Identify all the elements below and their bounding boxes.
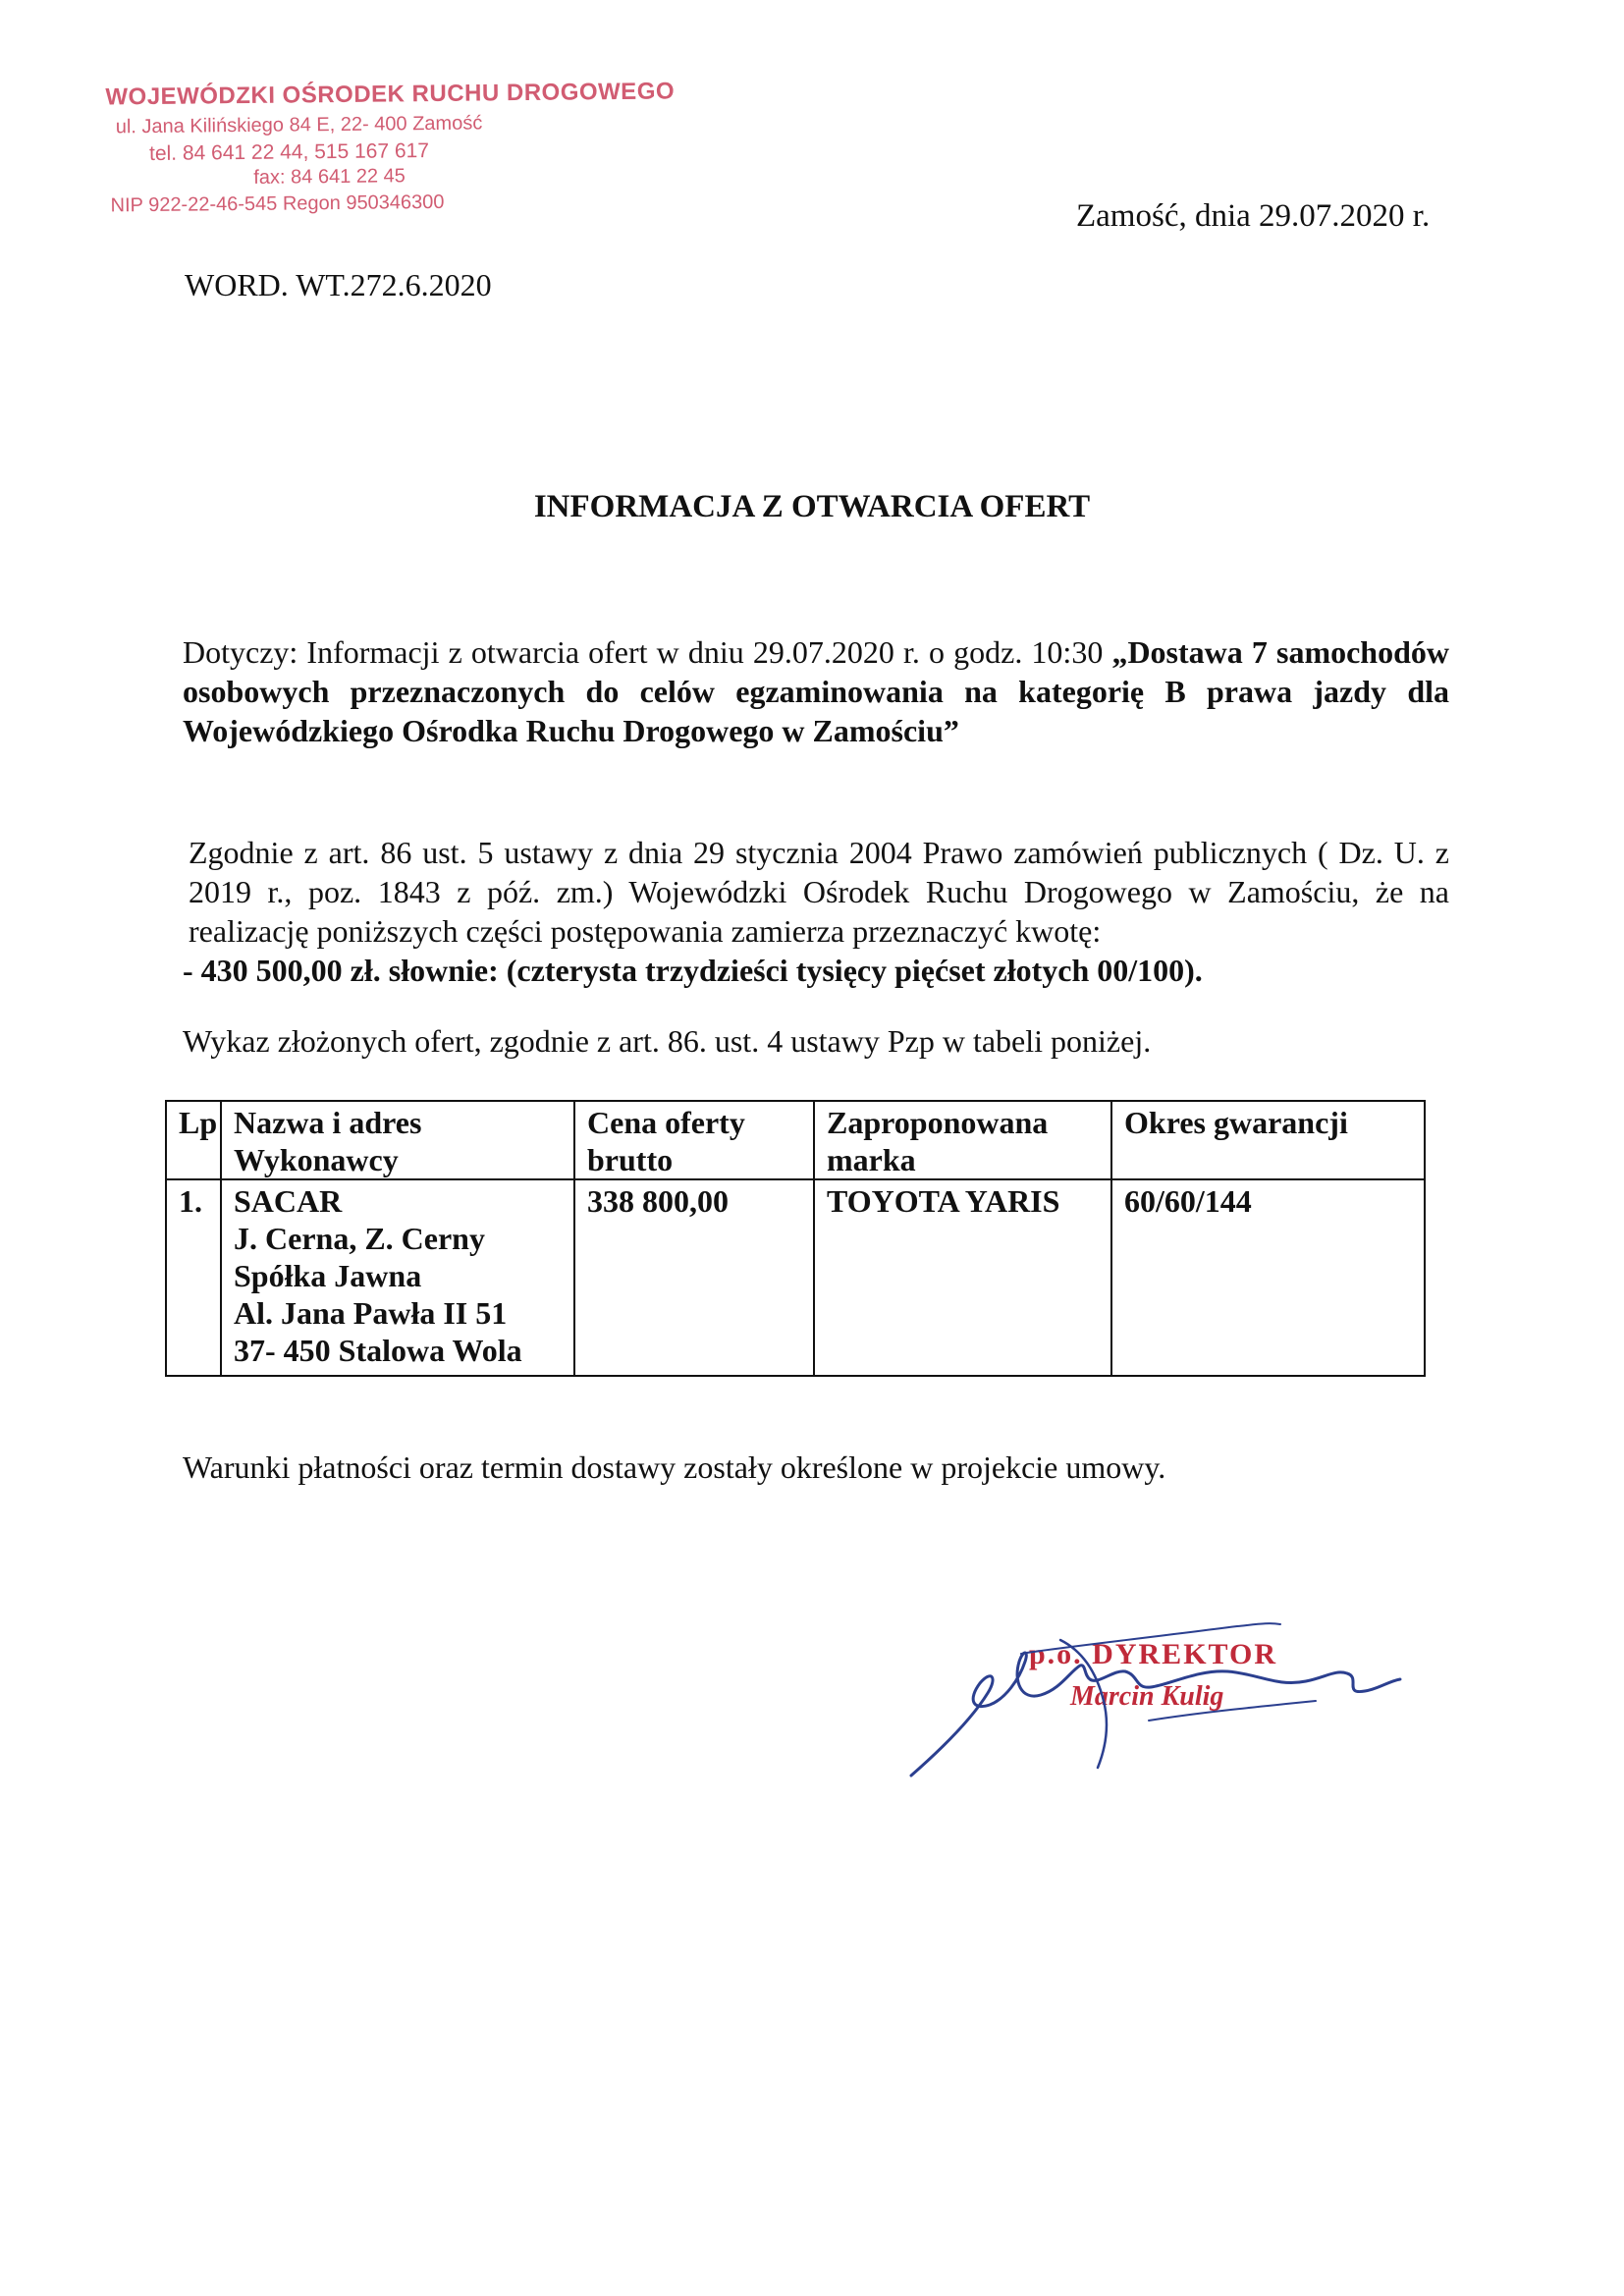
offers-list-intro: Wykaz złożonych ofert, zgodnie z art. 86. ust. 4 ustawy Pzp w tabeli poniżej. <box>183 1023 1152 1059</box>
stamp-line-name: WOJEWÓDZKI OŚRODEK RUCHU DROGOWEGO <box>105 78 676 111</box>
contractor-line: J. Cerna, Z. Cerny <box>234 1221 485 1256</box>
cell-price: 338 800,00 <box>574 1179 814 1376</box>
stamp-line-address: ul. Jana Kilińskiego 84 E, 22- 400 Zamość <box>115 112 483 138</box>
place-and-date: Zamość, dnia 29.07.2020 r. <box>1076 198 1431 234</box>
contractor-line: SACAR <box>234 1183 343 1219</box>
signature-block <box>903 1611 1414 1787</box>
header-price: Cena oferty brutto <box>574 1101 814 1179</box>
budget-amount: - 430 500,00 zł. słownie: (czterysta trzydzieści tysięcy pięćset złotych 00/100). <box>183 953 1203 988</box>
document-title: INFORMACJA Z OTWARCIA OFERT <box>533 489 1091 524</box>
signature-title-stamp: p.o. DYREKTOR <box>1029 1638 1277 1670</box>
cell-contractor <box>221 1179 574 1376</box>
contractor-line: Spółka Jawna <box>234 1258 422 1293</box>
payment-terms-paragraph: Warunki płatności oraz termin dostawy zostały określone w projekcie umowy. <box>183 1449 1166 1485</box>
stamp-line-phone: tel. 84 641 22 44, 515 167 617 <box>148 139 430 166</box>
table-row <box>166 1179 1425 1376</box>
handwritten-signature <box>903 1611 1414 1787</box>
legal-basis-paragraph <box>183 833 1449 990</box>
header-lp: Lp <box>166 1101 221 1179</box>
legal-basis-text: Zgodnie z art. 86 ust. 5 ustawy z dnia 29 stycznia 2004 Prawo zamówień publicznych ( Dz. U. z 2019 r., poz. 1843 z póź. zm.) Wojewódzki Ośrodek Ruchu Drogowego w Zamościu, że na realizację poniższych części postępowania zamierza przeznaczyć kwotę: <box>189 835 1449 949</box>
stamp-line-fax: fax: 84 641 22 45 <box>253 165 406 190</box>
subject-intro: Dotyczy: Informacji z otwarcia ofert w dniu 29.07.2020 r. o godz. 10:30 <box>183 634 1112 670</box>
reference-number: WORD. WT.272.6.2020 <box>185 267 492 302</box>
header-warranty: Okres gwarancji <box>1111 1101 1425 1179</box>
institution-stamp <box>105 78 676 217</box>
table-header-row <box>166 1101 1425 1179</box>
header-brand: Zaproponowana marka <box>814 1101 1111 1179</box>
subject-paragraph <box>183 632 1449 750</box>
cell-warranty: 60/60/144 <box>1111 1179 1425 1376</box>
stamp-line-nip-regon: NIP 922-22-46-545 Regon 950346300 <box>110 191 445 217</box>
offers-table <box>165 1100 1426 1377</box>
header-contractor: Nazwa i adres Wykonawcy <box>221 1101 574 1179</box>
subject-title: „Dostawa 7 samochodów osobowych przeznaczonych do celów egzaminowania na kategorię B prawa jazdy dla Wojewódzkiego Ośrodka Ruchu Drogowego w Zamościu” <box>183 634 1450 748</box>
cell-lp: 1. <box>166 1179 221 1376</box>
cell-brand: TOYOTA YARIS <box>814 1179 1111 1376</box>
signature-name-stamp: Marcin Kulig <box>1070 1681 1224 1712</box>
contractor-line: Al. Jana Pawła II 51 <box>234 1295 508 1331</box>
contractor-line: 37- 450 Stalowa Wola <box>234 1333 522 1368</box>
